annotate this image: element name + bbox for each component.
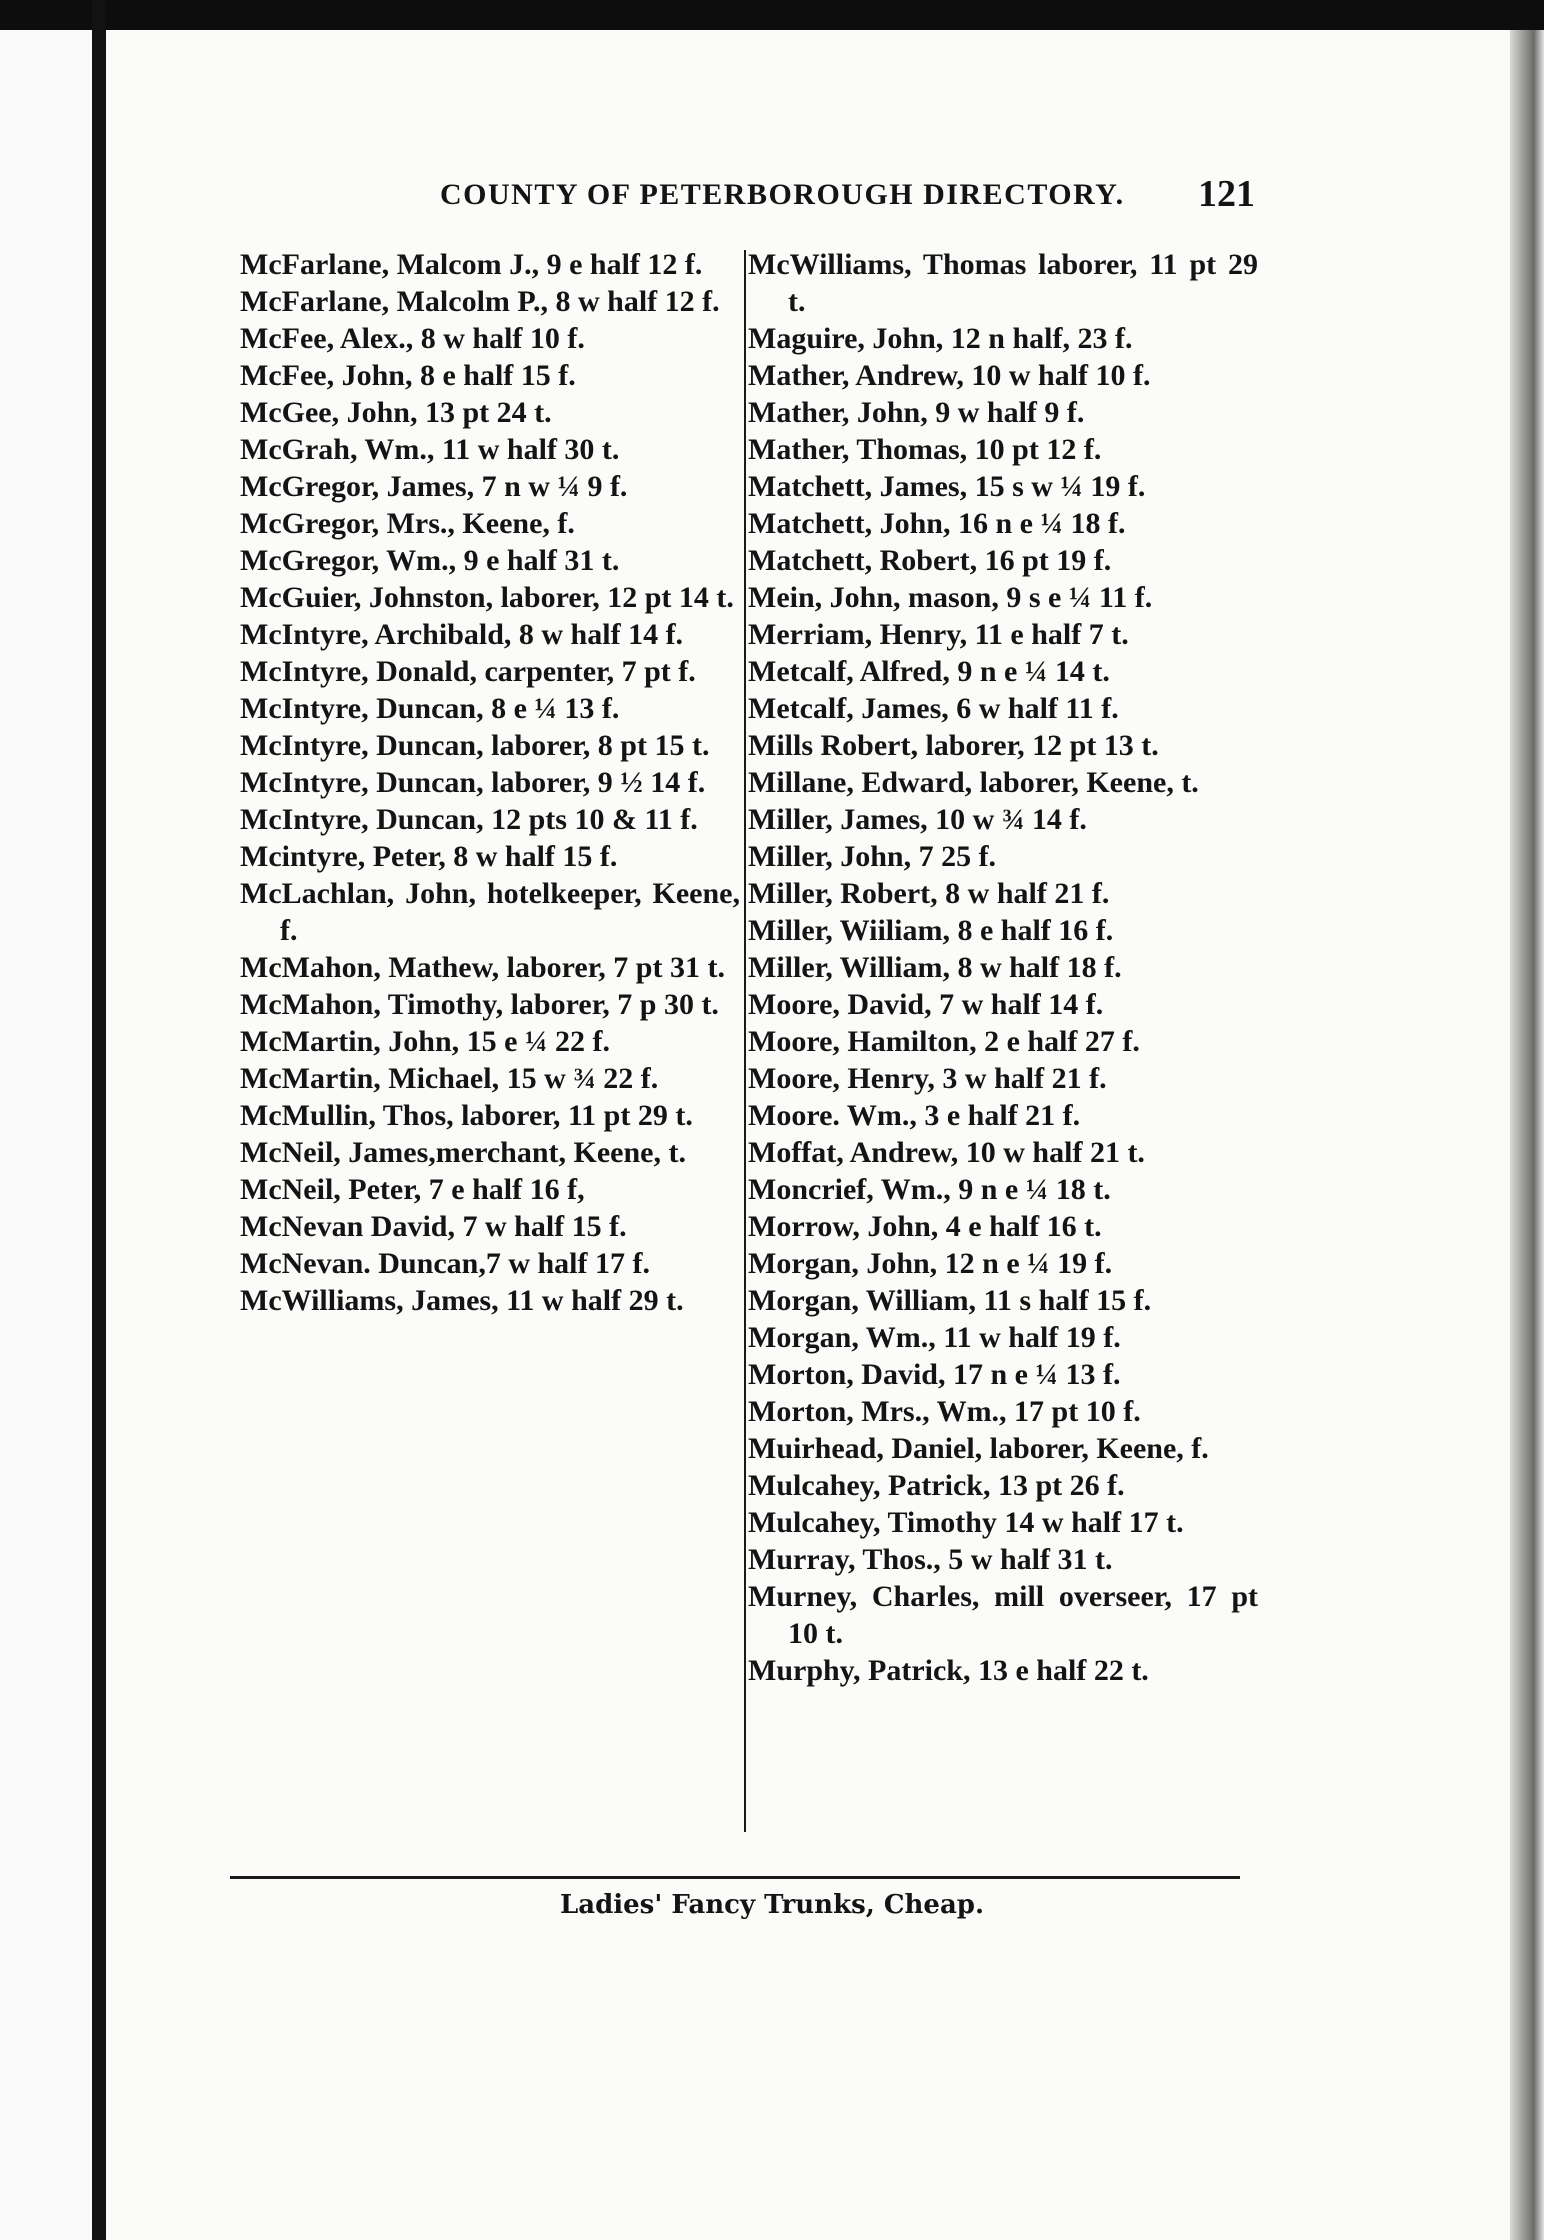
directory-entry: McMartin, Michael, 15 w ¾ 22 f. [240,1062,659,1095]
right-column [748,246,1258,1689]
directory-entry: Moore, Henry, 3 w half 21 f. [748,1062,1107,1095]
directory-entry: McIntyre, Duncan, laborer, 9 ½ 14 f. [240,766,706,799]
directory-entry: McIntyre, Duncan, 8 e ¼ 13 f. [240,692,620,725]
directory-entry: Mather, Thomas, 10 pt 12 f. [748,433,1102,466]
directory-entry: Matchett, John, 16 n e ¼ 18 f. [748,507,1126,540]
directory-entry: Miller, Wiiliam, 8 e half 16 f. [748,914,1114,947]
directory-entry: McIntyre, Archibald, 8 w half 14 f. [240,618,684,651]
directory-entry: Moore, Hamilton, 2 e half 27 f. [748,1025,1140,1058]
directory-entry: McIntyre, Duncan, laborer, 8 pt 15 t. [240,729,710,762]
directory-entry: Miller, Robert, 8 w half 21 f. [748,877,1110,910]
directory-entry: Mills Robert, laborer, 12 pt 13 t. [748,729,1159,762]
directory-entry: Mather, John, 9 w half 9 f. [748,396,1085,429]
directory-entry: Mulcahey, Timothy 14 w half 17 t. [748,1506,1184,1539]
directory-entry: Millane, Edward, laborer, Keene, t. [748,766,1199,799]
directory-entry: McWilliams, James, 11 w half 29 t. [240,1284,684,1317]
directory-entry: McIntyre, Duncan, 12 pts 10 & 11 f. [240,803,698,836]
directory-entry: McNeil, James,merchant, Keene, t. [240,1136,686,1169]
directory-entry: McFee, John, 8 e half 15 f. [240,359,576,392]
directory-entry: Morgan, Wm., 11 w half 19 f. [748,1321,1121,1354]
footer-advertisement: Ladies' Fancy Trunks, Cheap. [559,1890,985,1920]
directory-entry: Mather, Andrew, 10 w half 10 f. [748,359,1151,392]
directory-entry: Muirhead, Daniel, laborer, Keene, f. [748,1432,1209,1465]
directory-entry: McIntyre, Donald, carpenter, 7 pt f. [240,655,696,688]
left-column [240,246,740,1319]
directory-entry: McMahon, Timothy, laborer, 7 p 30 t. [240,988,719,1021]
header-title: COUNTY OF PETERBOROUGH DIRECTORY. [440,178,1125,211]
directory-entry: McMartin, John, 15 e ¼ 22 f. [240,1025,610,1058]
directory-entry: Morgan, William, 11 s half 15 f. [748,1284,1152,1317]
directory-entry: Murray, Thos., 5 w half 31 t. [748,1543,1113,1576]
directory-entry: Morrow, John, 4 e half 16 t. [748,1210,1102,1243]
directory-entry: Moffat, Andrew, 10 w half 21 t. [748,1136,1145,1169]
directory-entry: Miller, James, 10 w ¾ 14 f. [748,803,1087,836]
directory-entry: McFarlane, Malcom J., 9 e half 12 f. [240,248,703,281]
directory-entry: McGregor, James, 7 n w ¼ 9 f. [240,470,628,503]
directory-entry: Mein, John, mason, 9 s e ¼ 11 f. [748,581,1153,614]
directory-entry: Miller, William, 8 w half 18 f. [748,951,1122,984]
directory-entry: McFarlane, Malcolm P., 8 w half 12 f. [240,285,720,318]
directory-entry: McMahon, Mathew, laborer, 7 pt 31 t. [240,951,725,984]
directory-entry: McLachlan, John, hotelkeeper, Keene, f. [240,877,740,947]
directory-entry: Morton, David, 17 n e ¼ 13 f. [748,1358,1121,1391]
directory-entry: Mulcahey, Patrick, 13 pt 26 f. [748,1469,1125,1502]
directory-entry: Mcintyre, Peter, 8 w half 15 f. [240,840,618,873]
directory-entry: McNeil, Peter, 7 e half 16 f, [240,1173,585,1206]
footer-rule [230,1876,1240,1879]
running-header [440,172,1255,222]
directory-entry: McWilliams, Thomas laborer, 11 pt 29 t. [748,248,1258,318]
directory-entry: Murney, Charles, mill overseer, 17 pt 10 t. [748,1580,1258,1650]
directory-entry: Moore, David, 7 w half 14 f. [748,988,1104,1021]
directory-entry: McGee, John, 13 pt 24 t. [240,396,552,429]
directory-entry: McFee, Alex., 8 w half 10 f. [240,322,585,355]
directory-entry: McGuier, Johnston, laborer, 12 pt 14 t. [240,581,734,614]
directory-entry: McGrah, Wm., 11 w half 30 t. [240,433,620,466]
directory-entry: McNevan David, 7 w half 15 f. [240,1210,627,1243]
directory-entry: Matchett, Robert, 16 pt 19 f. [748,544,1112,577]
directory-entry: McGregor, Wm., 9 e half 31 t. [240,544,620,577]
column-divider [744,250,746,1832]
directory-entry: Moncrief, Wm., 9 n e ¼ 18 t. [748,1173,1111,1206]
directory-entry: Metcalf, James, 6 w half 11 f. [748,692,1119,725]
directory-entry: Matchett, James, 15 s w ¼ 19 f. [748,470,1146,503]
scan-top-border [0,0,1544,30]
directory-entry: Morton, Mrs., Wm., 17 pt 10 f. [748,1395,1141,1428]
directory-entry: Maguire, John, 12 n half, 23 f. [748,322,1133,355]
directory-entry: Merriam, Henry, 11 e half 7 t. [748,618,1129,651]
directory-entry: McGregor, Mrs., Keene, f. [240,507,575,540]
directory-entry: McNevan. Duncan,7 w half 17 f. [240,1247,650,1280]
page-number: 121 [1198,173,1255,215]
directory-entry: Moore. Wm., 3 e half 21 f. [748,1099,1081,1132]
directory-entry: Morgan, John, 12 n e ¼ 19 f. [748,1247,1113,1280]
directory-entry: Miller, John, 7 25 f. [748,840,997,873]
directory-entry: McMullin, Thos, laborer, 11 pt 29 t. [240,1099,693,1132]
directory-entry: Murphy, Patrick, 13 e half 22 t. [748,1654,1149,1687]
directory-entry: Metcalf, Alfred, 9 n e ¼ 14 t. [748,655,1110,688]
